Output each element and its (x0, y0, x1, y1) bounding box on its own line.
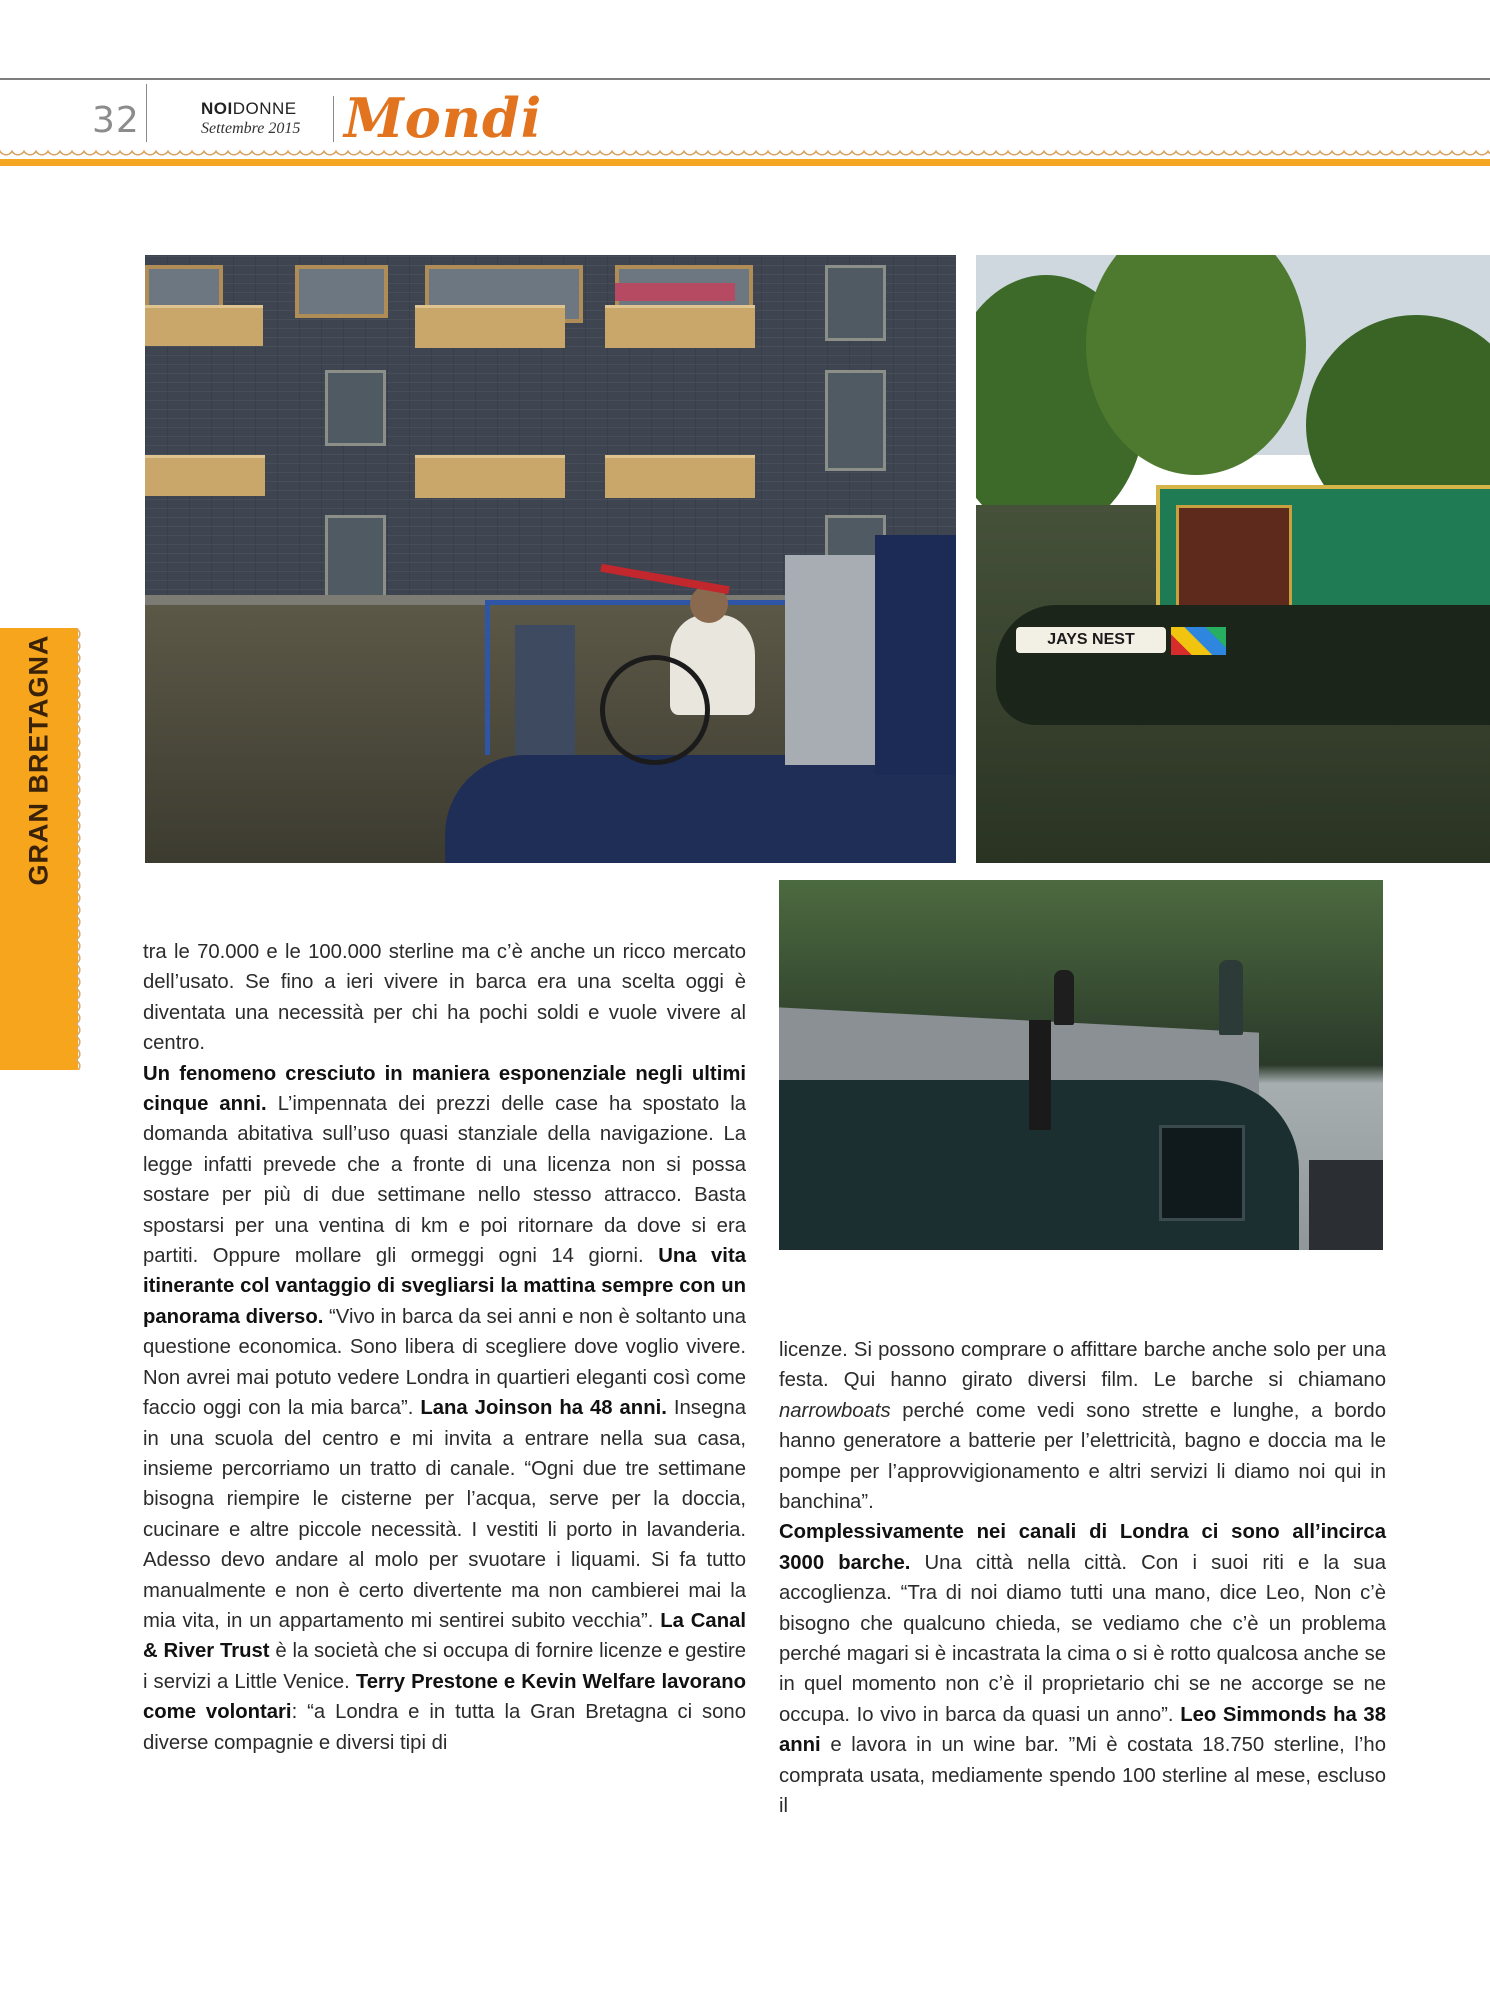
body-text: Una città nella città. Con i suoi riti e la sua accoglienza. “Tra di noi diamo tutti una mano, dice Leo, Non c’è bisogno che qualcuno chieda, se vediamo che c’è un problema perché magari si è incastrata la cima o si è rotto qualcosa anche se in quel momento non c’è il proprietario chi se ne accorge se ne occupa. Io vivo in barca da quasi un anno”. (779, 1551, 1386, 1726)
window (325, 370, 386, 446)
header-divider (146, 84, 147, 142)
page-number: 32 (92, 100, 140, 141)
flower-box (615, 283, 735, 301)
chimney (1029, 1020, 1051, 1130)
body-text: Insegna in una scuola del centro e mi invita a entrare nella sua casa, insieme percorriamo un tratto di canale. “Ogni due tre settimane bisogna riempire le cisterne per l’acqua, serve per la doccia, cucinare e altre piccole necessità. I vestiti li porto in lavanderia. Adesso devo andare al molo per svuotare i liquami. Si fa tutto manualmente e non è certo divertente ma non cambierei mai la mia vita, in un appartamento mi sentirei subito vecchia”. (143, 1397, 746, 1632)
cabin-door (1176, 505, 1292, 611)
balcony (605, 305, 755, 348)
body-text: è la società che si occupa di fornire licenze e gestire i servizi a Little Venice. (143, 1640, 747, 1693)
bold-text: Complessivamente nei canali di Londra ci sono all’incirca 3000 barche. (779, 1521, 1386, 1574)
balcony (605, 455, 755, 498)
balcony (415, 455, 565, 498)
italic-text: narrowboats (779, 1399, 891, 1422)
body-text: perché come vedi sono strette e lunghe, a bordo hanno generatore a batterie per l’elettricità, bagno e doccia ma le pompe per l’approvvigionamento e altri servizi li diamo noi qui in banchina”. (779, 1399, 1386, 1514)
body-text: tra le 70.000 e le 100.000 sterline ma c’è anche un ricco mercato dell’usato. Se fino a ieri vivere in barca era una scelta oggi è diventata una necessità per chi ha pochi soldi e vuole vivere al centro. (143, 941, 746, 1055)
bold-text: Un fenomeno cresciuto in maniera esponenziale negli ultimi cinque anni. (143, 1062, 746, 1116)
cabin-window (1159, 1125, 1245, 1221)
side-tab-label-text: GRAN BRETAGNA (23, 634, 54, 886)
window (825, 265, 886, 341)
boat-cabin (875, 535, 956, 775)
section-title: Mondi (344, 86, 543, 150)
body-text: L’impennata dei prezzi delle case ha spostato la domanda abitativa sull’uso quasi stanziale della navigazione. La legge infatti prevede che a fronte di una licenza non si possa sostare per più di due settimane nello stesso attracco. Basta spostarsi per una ventina di km e poi ritornare da dove si era partiti. Oppure mollare gli ormeggi ogni 14 giorni. (143, 1093, 746, 1268)
window (825, 370, 886, 471)
article-paragraph (779, 1517, 1386, 1821)
magazine-name-noi: NOI (201, 99, 233, 118)
photo-building-and-boat (145, 255, 956, 863)
body-text: “Vivo in barca da sei anni e non è soltanto una questione economica. Sono libera di scegliere dove voglio vivere. Non avrei mai potuto vedere Londra in quartieri eleganti così come faccio oggi con la mia barca”. (143, 1305, 747, 1420)
article-column-left (143, 937, 746, 1758)
towpath (1309, 1160, 1383, 1250)
water-tank (785, 555, 875, 765)
bicycle-wheel (600, 655, 710, 765)
photo-narrowboat-with-women (779, 880, 1383, 1250)
balcony (145, 455, 265, 496)
bold-text: Una vita itinerante col vantaggio di svegliarsi la mattina sempre con un panorama diverso. (143, 1245, 746, 1328)
article-paragraph (779, 1335, 1386, 1517)
top-rule (0, 78, 1490, 80)
woman-right (1219, 960, 1243, 1035)
bold-text: Leo Simmonds ha 38 anni (779, 1703, 1386, 1757)
shelf (515, 625, 575, 755)
window (295, 265, 388, 318)
balcony (415, 305, 565, 348)
body-text: e lavora in un wine bar. ”Mi è costata 18.750 sterline, l’ho comprata usata, mediamente spendo 100 sterline al mese, escluso il (779, 1734, 1386, 1818)
article-paragraph (143, 937, 746, 1059)
bold-text: La Canal & River Trust (143, 1609, 746, 1663)
photo-green-narrowboat (976, 255, 1490, 863)
balcony (145, 305, 263, 346)
boat-name-sign: JAYS NEST (1016, 627, 1166, 653)
article-column-right (779, 1335, 1386, 1822)
body-text: : “a Londra e in tutta la Gran Bretagna ci sono diverse compagnie e diversi tipi di (143, 1701, 746, 1754)
magazine-name (201, 99, 297, 119)
bold-text: Terry Prestone e Kevin Welfare lavorano come volontari (143, 1670, 746, 1724)
bold-text: Lana Joinson ha 48 anni. (420, 1397, 667, 1420)
header-divider-2 (333, 96, 334, 142)
orange-band (0, 159, 1490, 166)
issue-date: Settembre 2015 (201, 120, 301, 137)
body-text: licenze. Si possono comprare o affittare barche anche solo per una festa. Qui hanno girato diversi film. Le barche si chiamano (779, 1339, 1386, 1392)
painted-diamonds (1171, 627, 1226, 655)
magazine-name-donne: DONNE (232, 99, 297, 118)
woman-left (1054, 970, 1074, 1025)
window (325, 515, 386, 601)
side-tab-wavy-edge (76, 628, 84, 1070)
article-paragraph (143, 1059, 746, 1758)
narrowboat-hull (996, 605, 1490, 725)
